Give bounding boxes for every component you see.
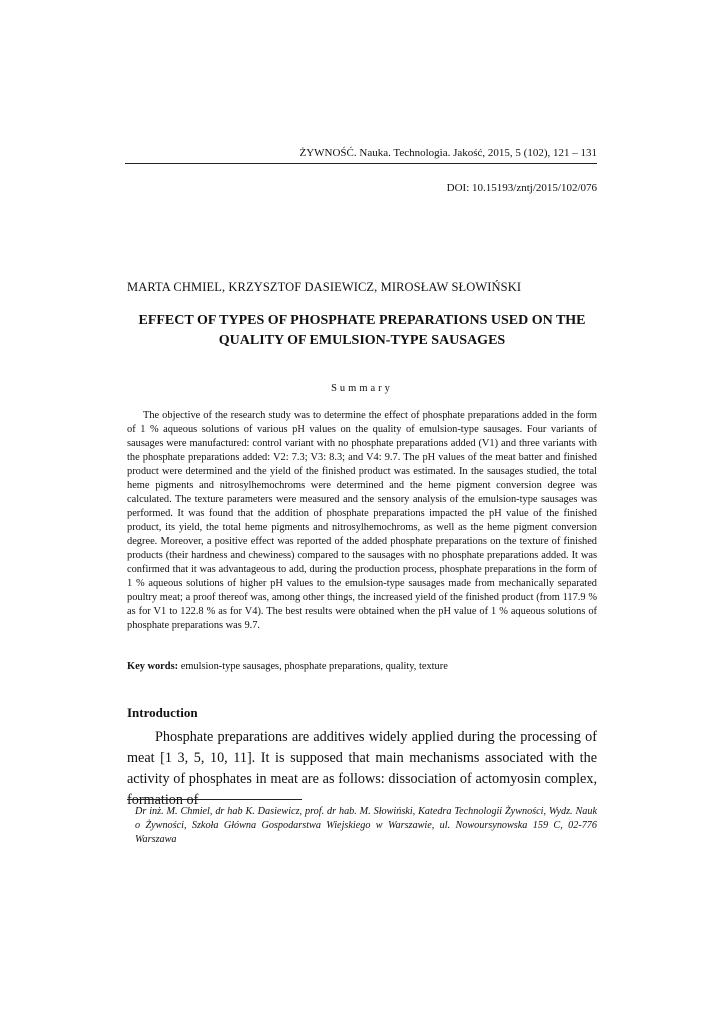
author-footnote: Dr inż. M. Chmiel, dr hab K. Dasiewicz, prof. dr hab. M. Słowiński, Katedra Technologii Żywności, Wydz. Nauk o Żywności, Szkoła Główna Gospodarstwa Wiejskiego w Warszawie, ul. Nowoursynowska 159 C, 02-776 Warszawa bbox=[135, 806, 597, 845]
keywords bbox=[127, 661, 597, 672]
journal-header: ŻYWNOŚĆ. Nauka. Technologia. Jakość, 2015, 5 (102), 121 – 131 bbox=[299, 147, 597, 159]
paper-title: EFFECT OF TYPES OF PHOSPHATE PREPARATIONS USED ON THE QUALITY OF EMULSION-TYPE SAUSAGES bbox=[138, 313, 586, 348]
footnote-rule bbox=[127, 799, 302, 800]
doi: DOI: 10.15193/zntj/2015/102/076 bbox=[446, 182, 597, 194]
summary-heading: Summary bbox=[331, 383, 393, 394]
header-rule bbox=[125, 163, 597, 164]
keywords-text: emulsion-type sausages, phosphate preparations, quality, texture bbox=[180, 661, 448, 672]
abstract: The objective of the research study was to determine the effect of phosphate preparations added in the form of 1 % aqueous solutions of various pH values on the quality of emulsion-type sausages. Four variants of sausages were manufactured: control variant with no phosphate preparations added (V1) and three variants with the phosphate preparations added: V2: 7.3; V3: 8.3; and V4: 9.7. The pH values of the meat batter and finished product were determined and the yield of the finished product was estimated. In the sausages studied, the total heme pigments and nitrosylhemochroms were determined and the heme pigment conversion degree was calculated. The texture parameters were measured and the sensory analysis of the emulsion-type sausages was performed. It was found that the addition of phosphate preparations impacted the pH value of the finished product, its yield, the total heme pigments and nitrosylhemochroms, as well as the heme pigment conversion degree. Moreover, a positive effect was reported of the added phosphate preparations on the texture of finished products (their hardness and chewiness) compared to the sausages with no phosphate preparations added. It was confirmed that it was advantageous to add, during the production process, phosphate preparations in the form of 1 % aqueous solutions of higher pH values to the emulsion-type sausages made from mechanically separated poultry meat; a proof thereof was, among other things, the increased yield of the finished product (from 117.9 % as for V1 to 122.8 % as for V4). The best results were obtained when the pH value of 1 % aqueous solutions of phosphate preparations was 9.7. bbox=[127, 410, 597, 631]
section-heading-introduction: Introduction bbox=[127, 705, 198, 720]
intro-paragraph: Phosphate preparations are additives widely applied during the processing of meat [1 3, 5, 10, 11]. It is supposed that main mechanisms associated with the activity of phosphates in meat are as follows: dissociation of actomyosin complex, formation of bbox=[127, 729, 597, 808]
authors: MARTA CHMIEL, KRZYSZTOF DASIEWICZ, MIROSŁAW SŁOWIŃSKI bbox=[127, 280, 522, 294]
keywords-label: Key words: bbox=[127, 661, 179, 672]
